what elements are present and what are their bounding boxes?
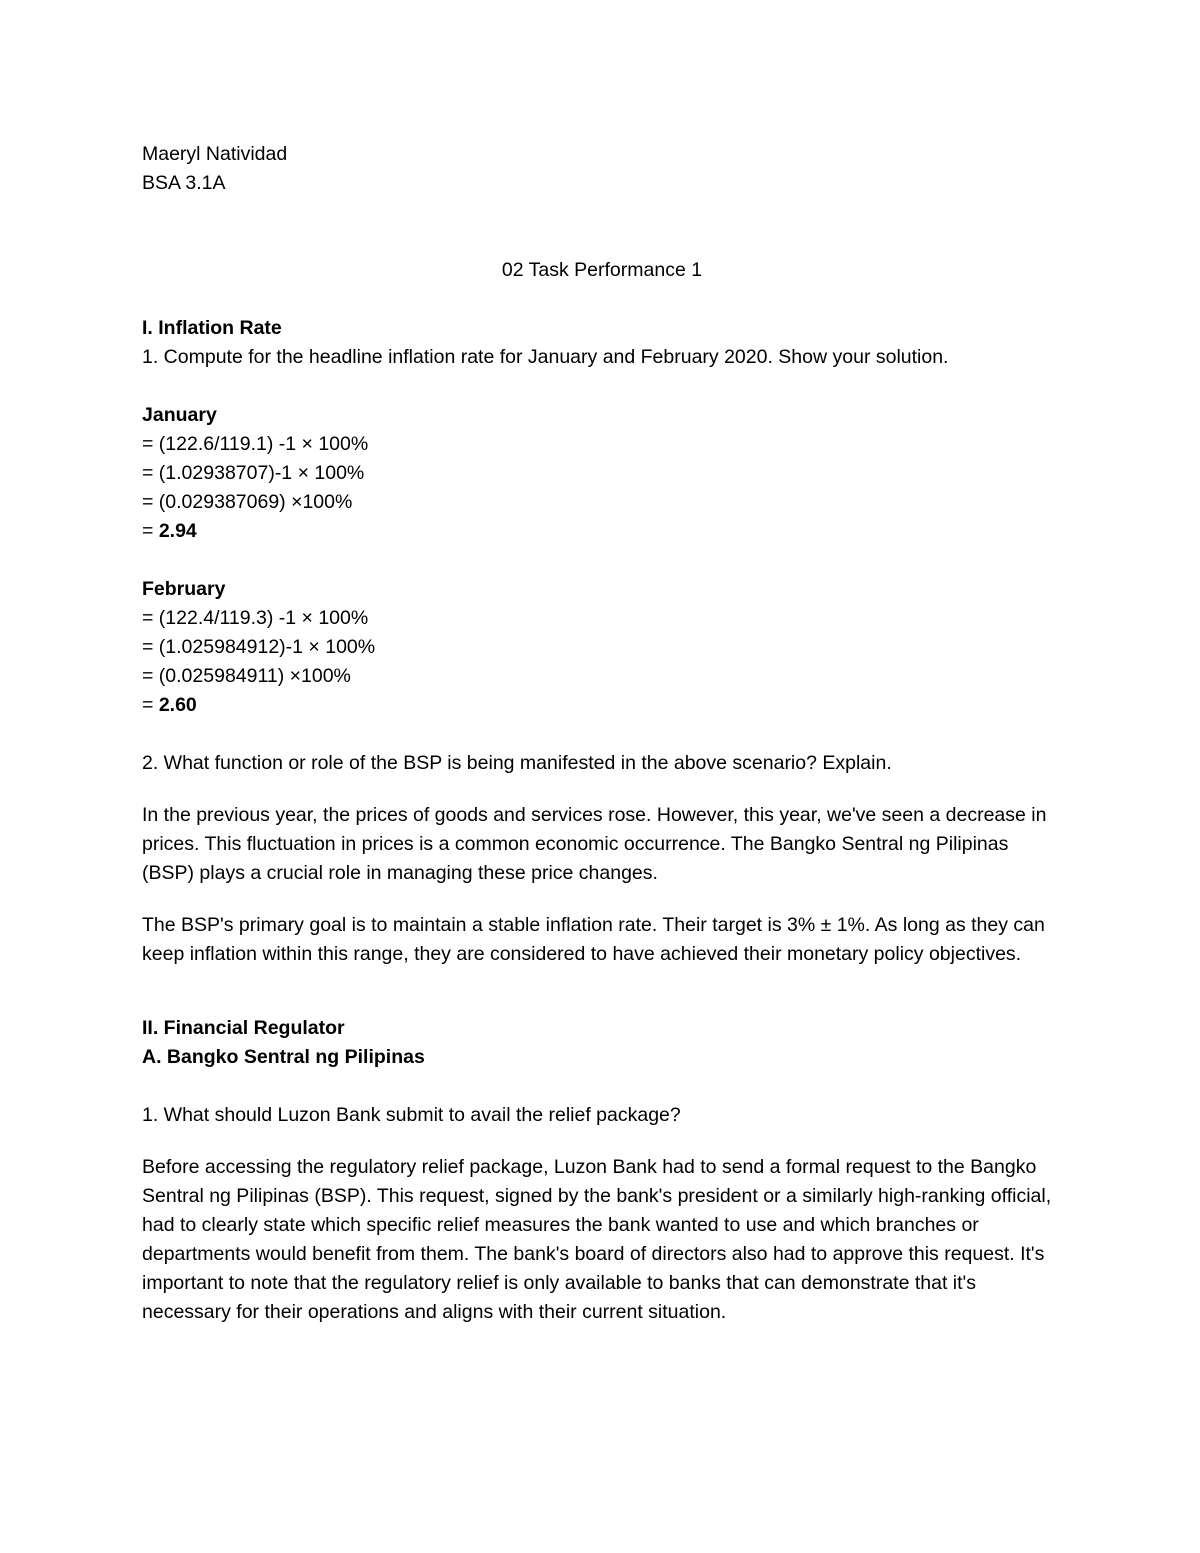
part2-subheading: A. Bangko Sentral ng Pilipinas bbox=[142, 1046, 425, 1068]
spacer bbox=[142, 778, 1062, 801]
february-label: February bbox=[142, 578, 226, 600]
spacer bbox=[142, 285, 1062, 314]
january-step: = (0.029387069) ×100% bbox=[142, 491, 353, 513]
document-title: 02 Task Performance 1 bbox=[501, 259, 703, 281]
spacer bbox=[142, 720, 1062, 749]
spacer bbox=[142, 969, 1062, 1014]
document-page bbox=[142, 140, 1062, 1327]
spacer bbox=[142, 888, 1062, 911]
part1-question2: 2. What function or role of the BSP is being manifested in the above scenario? Explain. bbox=[142, 752, 892, 774]
spacer bbox=[142, 1072, 1062, 1101]
answer2-paragraph-2: The BSP's primary goal is to maintain a stable inflation rate. Their target is 3% ± 1%. As long as they can keep inflation within this range, they are considered to have achieved their monetary policy objectives. bbox=[142, 914, 1045, 965]
spacer bbox=[142, 198, 1062, 256]
part1-heading: I. Inflation Rate bbox=[142, 317, 282, 339]
january-result: 2.94 bbox=[158, 520, 197, 542]
january-result-line bbox=[142, 517, 1062, 546]
result-prefix: = bbox=[142, 694, 159, 716]
part2-question1: 1. What should Luzon Bank submit to avail the relief package? bbox=[142, 1104, 681, 1126]
author-name: Maeryl Natividad bbox=[142, 143, 288, 165]
january-step: = (122.6/119.1) -1 × 100% bbox=[142, 433, 369, 455]
february-step: = (1.025984912)-1 × 100% bbox=[142, 636, 376, 658]
february-result: 2.60 bbox=[158, 694, 197, 716]
part2-answer1: Before accessing the regulatory relief package, Luzon Bank had to send a formal request to the Bangko Sentral ng Pilipinas (BSP). This request, signed by the bank's president or a similarly high-ranking official, had to clearly state which specific relief measures the bank wanted to use and which branches or departments would benefit from them. The bank's board of directors also had to approve this request. It's important to note that the regulatory relief is only available to banks that can demonstrate that it's necessary for their operations and aligns with their current situation. bbox=[142, 1156, 1052, 1323]
february-result-line bbox=[142, 691, 1062, 720]
spacer bbox=[142, 546, 1062, 575]
part2-heading: II. Financial Regulator bbox=[142, 1017, 345, 1039]
january-step: = (1.02938707)-1 × 100% bbox=[142, 462, 365, 484]
result-prefix: = bbox=[142, 520, 159, 542]
february-step: = (122.4/119.3) -1 × 100% bbox=[142, 607, 369, 629]
february-step: = (0.025984911) ×100% bbox=[142, 665, 351, 687]
part1-question1: 1. Compute for the headline inflation rate for January and February 2020. Show your solution. bbox=[142, 346, 949, 368]
spacer bbox=[142, 372, 1062, 401]
answer2-paragraph-1: In the previous year, the prices of goods and services rose. However, this year, we've seen a decrease in prices. This fluctuation in prices is a common economic occurrence. The Bangko Sentral ng Pilipinas (BSP) plays a crucial role in managing these price changes. bbox=[142, 804, 1047, 884]
spacer bbox=[142, 1130, 1062, 1153]
section-label: BSA 3.1A bbox=[142, 172, 226, 194]
january-label: January bbox=[142, 404, 217, 426]
